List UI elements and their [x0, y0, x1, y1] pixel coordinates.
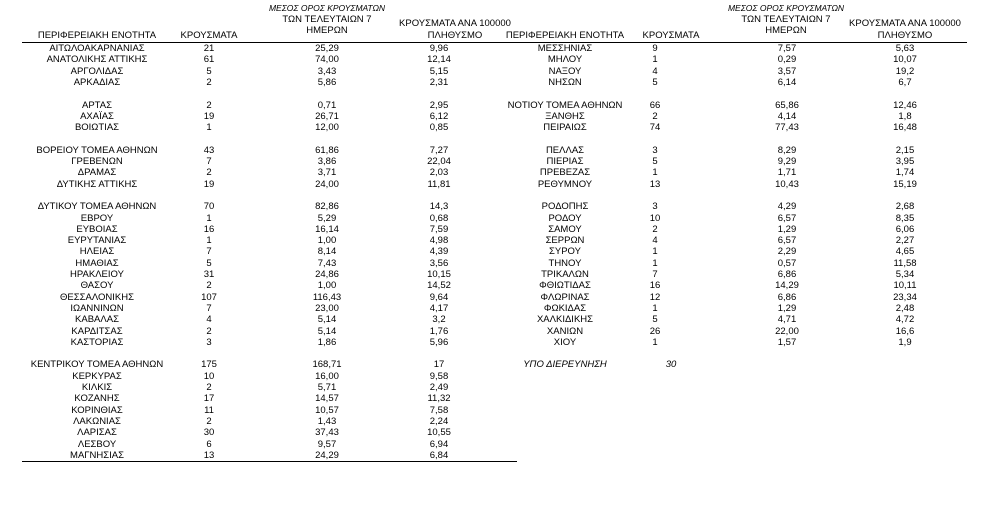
- right-per-100k: 1,74: [895, 167, 915, 179]
- left-region-name: ΕΥΒΟΙΑΣ: [76, 223, 118, 235]
- left-per-100k: 7,58: [429, 404, 449, 416]
- left-region-name: ΒΟΙΩΤΙΑΣ: [74, 122, 120, 134]
- right-per-100k: 12,46: [893, 99, 917, 111]
- right-header-per-line2: ΠΛΗΘΥΣΜΟ: [877, 30, 933, 41]
- right-header-avg-line3: ΗΜΕΡΩΝ: [765, 25, 807, 36]
- left-avg-7day: 0,71: [317, 99, 337, 111]
- left-cases: 7: [206, 302, 212, 314]
- right-avg-7day: 3,57: [777, 65, 797, 77]
- left-region-name: ΑΡΤΑΣ: [82, 99, 112, 111]
- right-region-name: ΠΕΙΡΑΙΩΣ: [543, 122, 587, 134]
- left-per-100k: 10,55: [427, 427, 451, 439]
- left-per-100k: 6,94: [429, 438, 449, 450]
- left-avg-7day: 16,00: [315, 370, 339, 382]
- right-region-name: ΣΑΜΟΥ: [548, 223, 582, 235]
- right-region-name: ΣΕΡΡΩΝ: [545, 235, 585, 247]
- left-per-100k: 11,81: [427, 178, 451, 190]
- left-cases: 21: [203, 43, 215, 54]
- right-per-100k: 6,7: [898, 76, 912, 88]
- right-per-100k: 4,65: [895, 246, 915, 258]
- left-region-name: ΙΩΑΝΝΙΝΩΝ: [70, 302, 124, 314]
- left-cases: 7: [206, 246, 212, 258]
- right-cases: 7: [652, 269, 658, 280]
- right-cases: 5: [652, 314, 658, 326]
- right-cases: 13: [649, 178, 661, 190]
- left-region-name: ΕΒΡΟΥ: [80, 212, 114, 224]
- left-header-region: ΠΕΡΙΦΕΡΕΙΑΚΗ ΕΝΟΤΗΤΑ: [37, 30, 157, 41]
- left-cases: 2: [206, 76, 212, 88]
- right-cases: 16: [649, 280, 661, 292]
- left-cases: 70: [203, 201, 215, 213]
- left-avg-7day: 116,43: [312, 291, 342, 303]
- left-avg-7day: 24,29: [315, 449, 339, 461]
- left-per-100k: 4,39: [429, 246, 449, 258]
- right-cases: 4: [652, 65, 658, 77]
- right-region-name: ΡΕΘΥΜΝΟΥ: [537, 178, 593, 190]
- right-avg-7day: 7,57: [777, 43, 797, 54]
- right-per-100k: 2,15: [895, 144, 915, 156]
- left-cases: 17: [203, 393, 215, 405]
- right-header-cases: ΚΡΟΥΣΜΑΤΑ: [642, 30, 700, 41]
- right-region-name: ΝΟΤΙΟΥ ΤΟΜΕΑ ΑΘΗΝΩΝ: [507, 99, 623, 111]
- left-avg-7day: 5,86: [317, 76, 337, 88]
- left-avg-7day: 14,57: [315, 393, 339, 405]
- right-cases: 5: [652, 76, 658, 88]
- left-per-100k: 2,24: [429, 415, 449, 427]
- left-per-100k: 0,85: [429, 122, 449, 134]
- right-region-name: ΧΑΝΙΩΝ: [546, 325, 584, 337]
- left-region-name: ΒΟΡΕΙΟΥ ΤΟΜΕΑ ΑΘΗΝΩΝ: [36, 144, 158, 156]
- left-cases: 2: [206, 382, 212, 393]
- left-region-name: ΑΝΑΤΟΛΙΚΗΣ ΑΤΤΙΚΗΣ: [46, 54, 148, 66]
- left-region-name: ΗΜΑΘΙΑΣ: [75, 257, 119, 269]
- right-region-name: ΝΗΣΩΝ: [548, 76, 582, 88]
- left-per-100k: 5,96: [429, 336, 449, 348]
- right-per-100k: 16,48: [893, 122, 917, 134]
- right-cases: 2: [652, 223, 658, 235]
- left-cases: 43: [203, 144, 215, 156]
- left-region-name: ΚΕΝΤΡΙΚΟΥ ΤΟΜΕΑ ΑΘΗΝΩΝ: [30, 359, 164, 371]
- left-cases: 3: [206, 336, 212, 348]
- right-header-avg-line1: ΜΕΣΟΣ ΟΡΟΣ ΚΡΟΥΣΜΑΤΩΝ: [727, 3, 845, 13]
- right-avg-7day: 4,29: [777, 201, 797, 213]
- right-avg-7day: 14,29: [775, 280, 799, 292]
- right-region-name: ΦΩΚΙΔΑΣ: [543, 302, 587, 314]
- left-avg-7day: 1,00: [317, 280, 337, 292]
- left-avg-7day: 5,71: [317, 382, 337, 393]
- right-region-name: ΝΑΞΟΥ: [548, 65, 582, 77]
- left-cases: 2: [206, 99, 212, 111]
- right-cases: 74: [649, 122, 661, 134]
- left-header-avg-line3: ΗΜΕΡΩΝ: [306, 25, 348, 36]
- right-region-name: ΜΗΛΟΥ: [547, 54, 583, 66]
- right-header-avg-line2: ΤΩΝ ΤΕΛΕΥΤΑΙΩΝ 7: [741, 14, 831, 25]
- left-per-100k: 2,95: [429, 99, 449, 111]
- left-cases: 7: [206, 156, 212, 167]
- left-region-name: ΚΙΛΚΙΣ: [81, 382, 113, 393]
- left-region-name: ΚΑΡΔΙΤΣΑΣ: [71, 325, 123, 337]
- left-region-name: ΓΡΕΒΕΝΩΝ: [71, 156, 123, 167]
- left-cases: 61: [203, 54, 215, 66]
- left-avg-7day: 5,14: [317, 314, 337, 326]
- left-avg-7day: 61,86: [315, 144, 339, 156]
- right-per-100k: 10,11: [893, 280, 917, 292]
- left-avg-7day: 25,29: [315, 43, 339, 54]
- right-region-name: ΠΡΕΒΕΖΑΣ: [539, 167, 591, 179]
- left-region-name: ΚΟΡΙΝΘΙΑΣ: [71, 404, 123, 416]
- left-per-100k: 14,52: [427, 280, 451, 292]
- right-region-name: ΧΑΛΚΙΔΙΚΗΣ: [536, 314, 594, 326]
- left-per-100k: 9,58: [429, 370, 449, 382]
- left-per-100k: 14,3: [429, 201, 449, 213]
- left-cases: 13: [203, 449, 215, 461]
- left-avg-7day: 3,43: [317, 65, 337, 77]
- right-per-100k: 5,63: [895, 43, 915, 54]
- right-per-100k: 4,72: [895, 314, 915, 326]
- right-per-100k: 6,06: [895, 223, 915, 235]
- right-per-100k: 10,07: [893, 54, 917, 66]
- right-cases: 3: [652, 144, 658, 156]
- left-avg-7day: 16,14: [315, 223, 339, 235]
- left-avg-7day: 1,43: [317, 415, 337, 427]
- right-avg-7day: 2,29: [777, 246, 797, 258]
- left-per-100k: 3,2: [432, 314, 446, 326]
- left-cases: 1: [206, 212, 212, 224]
- right-cases: 1: [652, 246, 658, 258]
- left-bottom-rule: [22, 461, 517, 462]
- left-avg-7day: 26,71: [315, 110, 339, 122]
- left-cases: 2: [206, 325, 212, 337]
- left-region-name: ΗΛΕΙΑΣ: [79, 246, 115, 258]
- left-cases: 1: [206, 122, 212, 134]
- right-avg-7day: 0,29: [777, 54, 797, 66]
- left-per-100k: 7,27: [429, 144, 449, 156]
- left-cases: 4: [206, 314, 212, 326]
- right-per-100k: 1,8: [898, 110, 912, 122]
- left-cases: 5: [206, 257, 212, 269]
- left-cases: 19: [203, 110, 215, 122]
- right-region-name: ΦΘΙΩΤΙΔΑΣ: [539, 280, 591, 292]
- left-avg-7day: 9,57: [317, 438, 337, 450]
- right-cases: 1: [652, 257, 658, 269]
- right-avg-7day: 22,00: [775, 325, 799, 337]
- right-avg-7day: 1,71: [777, 167, 797, 179]
- right-avg-7day: 77,43: [775, 122, 799, 134]
- left-per-100k: 2,03: [429, 167, 449, 179]
- left-region-name: ΔΥΤΙΚΟΥ ΤΟΜΕΑ ΑΘΗΝΩΝ: [37, 201, 157, 213]
- left-per-100k: 3,56: [429, 257, 449, 269]
- right-per-100k: 15,19: [893, 178, 917, 190]
- left-avg-7day: 168,71: [312, 359, 342, 371]
- left-region-name: ΚΑΒΑΛΑΣ: [75, 314, 119, 326]
- left-avg-7day: 3,86: [317, 156, 337, 167]
- left-per-100k: 4,98: [429, 235, 449, 247]
- left-per-100k: 7,59: [429, 223, 449, 235]
- right-region-name: ΡΟΔΟΥ: [548, 212, 582, 224]
- left-cases: 31: [203, 269, 215, 280]
- left-cases: 19: [203, 178, 215, 190]
- left-avg-7day: 74,00: [315, 54, 339, 66]
- right-cases: 10: [649, 212, 661, 224]
- right-region-name: ΥΠΟ ΔΙΕΡΕΥΝΗΣΗ: [523, 359, 607, 371]
- right-region-name: ΠΙΕΡΙΑΣ: [546, 156, 584, 167]
- right-per-100k: 3,95: [895, 156, 915, 167]
- left-region-name: ΑΡΚΑΔΙΑΣ: [73, 76, 121, 88]
- right-per-100k: 11,58: [893, 257, 917, 269]
- right-per-100k: 2,68: [895, 201, 915, 213]
- right-avg-7day: 4,71: [777, 314, 797, 326]
- left-per-100k: 12,14: [427, 54, 451, 66]
- left-per-100k: 0,68: [429, 212, 449, 224]
- left-region-name: ΚΕΡΚΥΡΑΣ: [72, 370, 122, 382]
- left-avg-7day: 37,43: [315, 427, 339, 439]
- left-avg-7day: 5,29: [317, 212, 337, 224]
- right-avg-7day: 6,57: [777, 212, 797, 224]
- left-cases: 5: [206, 65, 212, 77]
- left-region-name: ΚΑΣΤΟΡΙΑΣ: [70, 336, 124, 348]
- right-per-100k: 8,35: [895, 212, 915, 224]
- left-per-100k: 6,84: [429, 449, 449, 461]
- right-avg-7day: 8,29: [777, 144, 797, 156]
- left-avg-7day: 7,43: [317, 257, 337, 269]
- left-header-per-line2: ΠΛΗΘΥΣΜΟ: [427, 30, 483, 41]
- left-per-100k: 17: [433, 359, 445, 371]
- left-per-100k: 9,96: [429, 43, 449, 54]
- left-cases: 2: [206, 167, 212, 179]
- right-cases: 12: [649, 291, 661, 303]
- left-per-100k: 9,64: [429, 291, 449, 303]
- left-cases: 175: [201, 359, 217, 371]
- right-region-name: ΡΟΔΟΠΗΣ: [541, 201, 589, 213]
- left-avg-7day: 5,14: [317, 325, 337, 337]
- left-avg-7day: 24,86: [315, 269, 339, 280]
- left-cases: 30: [203, 427, 215, 439]
- left-region-name: ΑΧΑΪΑΣ: [80, 110, 114, 122]
- right-cases: 66: [649, 99, 661, 111]
- left-cases: 10: [203, 370, 215, 382]
- left-region-name: ΔΡΑΜΑΣ: [77, 167, 117, 179]
- left-cases: 11: [204, 404, 214, 416]
- right-cases: 1: [652, 167, 658, 179]
- left-per-100k: 2,49: [429, 382, 449, 393]
- left-region-name: ΑΙΤΩΛΟΑΚΑΡΝΑΝΙΑΣ: [49, 43, 145, 54]
- left-region-name: ΛΑΡΙΣΑΣ: [77, 427, 117, 439]
- left-per-100k: 11,32: [427, 393, 451, 405]
- left-per-100k: 22,04: [427, 156, 451, 167]
- right-region-name: ΤΡΙΚΑΛΩΝ: [541, 269, 589, 280]
- right-avg-7day: 4,14: [777, 110, 797, 122]
- right-avg-7day: 9,29: [777, 156, 797, 167]
- left-avg-7day: 3,71: [317, 167, 337, 179]
- right-avg-7day: 1,57: [777, 336, 797, 348]
- right-cases: 2: [652, 110, 658, 122]
- right-region-name: ΠΕΛΛΑΣ: [545, 144, 585, 156]
- right-avg-7day: 65,86: [775, 99, 799, 111]
- right-per-100k: 19,2: [895, 65, 915, 77]
- left-header-cases: ΚΡΟΥΣΜΑΤΑ: [180, 30, 238, 41]
- right-cases: 1: [652, 336, 658, 348]
- right-cases: 26: [649, 325, 661, 337]
- left-region-name: ΕΥΡΥΤΑΝΙΑΣ: [67, 235, 127, 247]
- left-per-100k: 4,17: [429, 302, 449, 314]
- left-region-name: ΛΕΣΒΟΥ: [77, 438, 117, 450]
- right-cases: 1: [652, 302, 658, 314]
- right-cases: 1: [652, 54, 658, 66]
- left-cases: 107: [201, 291, 217, 303]
- right-avg-7day: 6,86: [777, 269, 797, 280]
- right-per-100k: 2,48: [895, 302, 915, 314]
- right-per-100k: 5,34: [895, 269, 915, 280]
- right-region-name: ΜΕΣΣΗΝΙΑΣ: [537, 43, 593, 54]
- left-cases: 1: [206, 235, 212, 247]
- right-avg-7day: 1,29: [777, 302, 797, 314]
- left-avg-7day: 10,57: [315, 404, 339, 416]
- left-per-100k: 10,15: [427, 269, 451, 280]
- left-avg-7day: 8,14: [317, 246, 337, 258]
- left-avg-7day: 82,86: [315, 201, 339, 213]
- left-header-avg-line2: ΤΩΝ ΤΕΛΕΥΤΑΙΩΝ 7: [282, 14, 372, 25]
- right-region-name: ΣΥΡΟΥ: [549, 246, 581, 258]
- right-cases: 30: [665, 359, 677, 371]
- right-per-100k: 23,34: [893, 291, 917, 303]
- left-per-100k: 1,76: [429, 325, 449, 337]
- left-cases: 16: [203, 223, 215, 235]
- left-region-name: ΗΡΑΚΛΕΙΟΥ: [70, 269, 124, 280]
- left-cases: 2: [206, 280, 212, 292]
- right-avg-7day: 1,29: [777, 223, 797, 235]
- right-header-region: ΠΕΡΙΦΕΡΕΙΑΚΗ ΕΝΟΤΗΤΑ: [505, 30, 625, 41]
- right-avg-7day: 6,57: [777, 235, 797, 247]
- left-region-name: ΜΑΓΝΗΣΙΑΣ: [70, 449, 124, 461]
- left-avg-7day: 12,00: [315, 122, 339, 134]
- right-avg-7day: 6,14: [777, 76, 797, 88]
- right-header-per-line1: ΚΡΟΥΣΜΑΤΑ ΑΝΑ 100000: [849, 18, 961, 29]
- left-avg-7day: 1,00: [317, 235, 337, 247]
- right-avg-7day: 10,43: [775, 178, 799, 190]
- left-avg-7day: 23,00: [315, 302, 339, 314]
- left-header-per-line1: ΚΡΟΥΣΜΑΤΑ ΑΝΑ 100000: [399, 18, 511, 29]
- right-per-100k: 16,6: [895, 325, 915, 337]
- right-cases: 9: [652, 43, 658, 54]
- left-region-name: ΘΕΣΣΑΛΟΝΙΚΗΣ: [60, 291, 134, 303]
- left-region-name: ΔΥΤΙΚΗΣ ΑΤΤΙΚΗΣ: [56, 178, 138, 190]
- right-region-name: ΞΑΝΘΗΣ: [545, 110, 585, 122]
- right-region-name: ΤΗΝΟΥ: [548, 257, 582, 269]
- right-cases: 5: [652, 156, 658, 167]
- left-per-100k: 2,31: [429, 76, 449, 88]
- left-region-name: ΛΑΚΩΝΙΑΣ: [73, 415, 121, 427]
- right-region-name: ΦΛΩΡΙΝΑΣ: [540, 291, 590, 303]
- left-per-100k: 6,12: [429, 110, 449, 122]
- right-cases: 3: [652, 201, 658, 213]
- left-cases: 2: [206, 415, 212, 427]
- left-cases: 6: [206, 438, 212, 450]
- left-header-avg-line1: ΜΕΣΟΣ ΟΡΟΣ ΚΡΟΥΣΜΑΤΩΝ: [268, 3, 386, 13]
- left-per-100k: 5,15: [429, 65, 449, 77]
- left-region-name: ΑΡΓΟΛΙΔΑΣ: [70, 65, 124, 77]
- left-region-name: ΚΟΖΑΝΗΣ: [74, 393, 120, 405]
- left-avg-7day: 24,00: [315, 178, 339, 190]
- right-avg-7day: 0,57: [777, 257, 797, 269]
- left-avg-7day: 1,86: [317, 336, 337, 348]
- right-per-100k: 1,9: [898, 336, 912, 348]
- right-per-100k: 2,27: [895, 235, 915, 247]
- right-region-name: ΧΙΟΥ: [553, 336, 577, 348]
- right-cases: 4: [652, 235, 658, 247]
- left-region-name: ΘΑΣΟΥ: [80, 280, 114, 292]
- right-avg-7day: 6,86: [777, 291, 797, 303]
